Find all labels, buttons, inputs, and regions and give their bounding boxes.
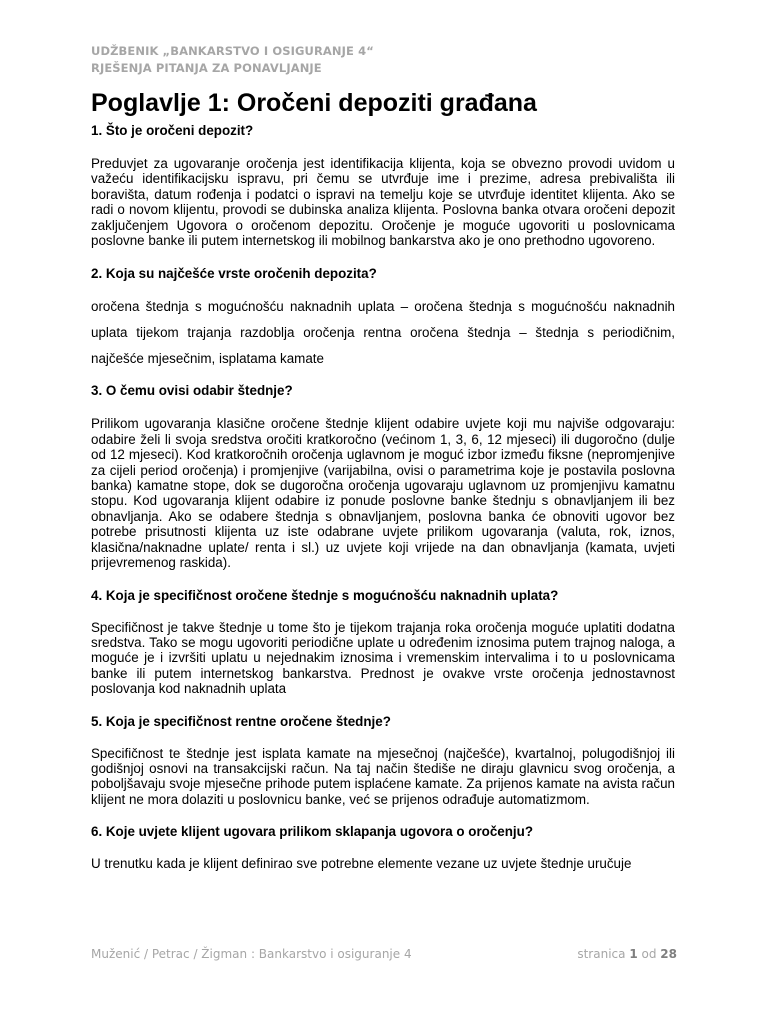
page-of-label: od bbox=[641, 947, 657, 961]
header-book-title: UDŽBENIK „BANKARSTVO I OSIGURANJE 4“ bbox=[91, 44, 374, 58]
question-5: 5. Koja je specifičnost rentne oročene štednje? bbox=[91, 713, 391, 729]
question-3: 3. O čemu ovisi odabir štednje? bbox=[91, 383, 293, 399]
document-body bbox=[91, 123, 675, 872]
page-total: 28 bbox=[660, 947, 677, 961]
question-1: 1. Što je oročeni depozit? bbox=[91, 123, 254, 138]
answer-2: oročena štednja s mogućnošću naknadnih uplata – oročena štednja s mogućnošću naknadnih uplata tijekom trajanja razdoblja oročenja rentna oročena štednja – štednja s periodičnim, najčešće mjesečnim, isplatama kamate bbox=[91, 299, 675, 367]
page-label: stranica bbox=[577, 947, 626, 961]
running-header bbox=[91, 43, 374, 77]
question-4: 4. Koja je specifičnost oročene štednje s mogućnošću naknadnih uplata? bbox=[91, 587, 559, 603]
chapter-title: Poglavlje 1: Oročeni depoziti građana bbox=[91, 89, 537, 117]
question-6: 6. Koje uvjete klijent ugovara prilikom sklapanja ugovora o oročenju? bbox=[91, 824, 534, 840]
page-footer bbox=[91, 947, 677, 961]
page-current: 1 bbox=[629, 947, 638, 961]
header-subtitle: RJEŠENJA PITANJA ZA PONAVLJANJE bbox=[91, 61, 322, 75]
page-number bbox=[577, 947, 677, 961]
question-2: 2. Koja su najčešće vrste oročenih depozita? bbox=[91, 266, 377, 282]
answer-1: Preduvjet za ugovaranje oročenja jest identifikacija klijenta, koja se obvezno provodi uvidom u važeću identifikacijsku ispravu, pri čemu se utvrđuje ime i prezime, adresa prebivališta ili boravišta, datum rođenja i podatci o ispravi na temelju koje se utvrđuje identitet klijenta. Ako se radi o novom klijentu, provodi se dubinska analiza klijenta. Poslovna banka otvara oročeni depozit zaključenjem Ugovora o oročenom depozitu. Oročenje je moguće ugovoriti u poslovnicama poslovne banke ili putem internetskog ili mobilnog bankarstva ako je ono prethodno ugovoreno. bbox=[91, 156, 675, 249]
answer-3: Prilikom ugovaranja klasične oročene štednje klijent odabire uvjete koji mu najviše odgovaraju: odabire želi li svoja sredstva oročiti kratkoročno (većinom 1, 3, 6, 12 mjeseci) ili dugoročno (dulje od 12 mjeseci). Kod kratkoročnih oročenja uglavnom je moguć izbor između fiksne (nepromjenjive za cijeli period oročenja) i promjenjive (varijabilna, ovisi o parametrima koje je postavila poslovna banka) kamatne stope, dok se dugoročna oročenja ugovaraju uglavnom uz promjenjivu kamatnu stopu. Kod ugovaranja klijent odabire iz ponude poslovne banke štednju s obnavljanjem ili bez obnavljanja. Ako se odabere štednja s obnavljanjem, poslovna banka će obnoviti ugovor bez potrebe prisutnosti klijenta uz iste odabrane uvjete prilikom ugovaranja (valuta, rok, iznos, klasična/naknadne uplate/ renta i sl.) uz uvjete koji vrijede na dan obnavljanja (kamata, uvjeti prijevremenog raskida). bbox=[91, 416, 675, 571]
footer-authors: Muženić / Petrac / Žigman : Bankarstvo i osiguranje 4 bbox=[91, 947, 412, 961]
answer-4: Specifičnost je takve štednje u tome što je tijekom trajanja roka oročenja moguće uplatiti dodatna sredstva. Tako se mogu ugovoriti periodične uplate u određenim iznosima putem trajnog naloga, a moguće je i izvršiti uplatu u nejednakim iznosima i vremenskim intervalima i to u poslovnicama banke ili putem internetskog bankarstva. Prednost je ovakve vrste oročenja jednostavnost poslovanja kod naknadnih uplata bbox=[91, 619, 675, 697]
answer-5: Specifičnost te štednje jest isplata kamate na mjesečnoj (najčešće), kvartalnoj, polugodišnjoj ili godišnjoj osnovi na transakcijski račun. Na taj način štediše ne diraju glavnicu svog oročenja, a poboljšavaju svoje mjesečne prihode putem isplaćene kamate. Za prijenos kamate na avista račun klijent ne mora dolaziti u poslovnicu banke, već se prijenos odrađuje automatizmom. bbox=[91, 745, 675, 807]
answer-6: U trenutku kada je klijent definirao sve potrebne elemente vezane uz uvjete štednje uručuje bbox=[91, 856, 632, 872]
